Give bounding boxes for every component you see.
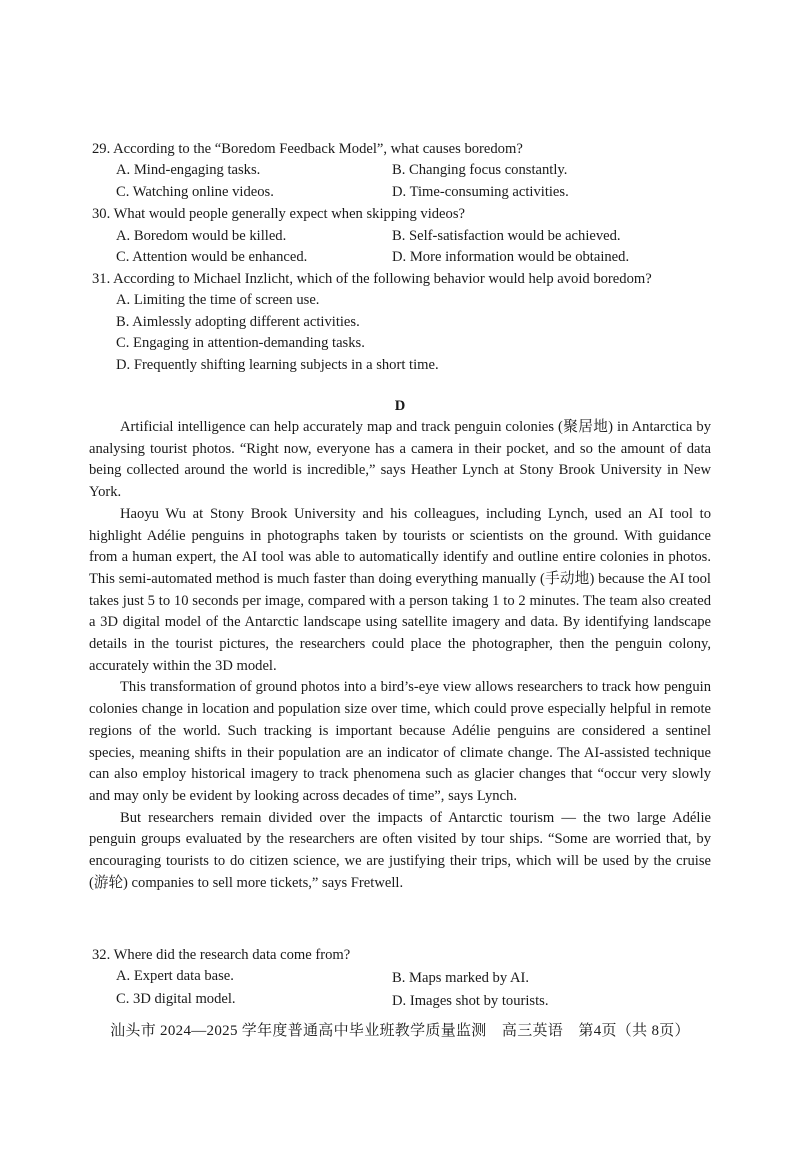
reading-passage [89, 417, 711, 894]
question-29-option-c: C. Watching online videos. [116, 184, 274, 200]
question-29-option-a: A. Mind-engaging tasks. [116, 162, 261, 178]
question-29-option-d: D. Time-consuming activities. [392, 184, 569, 200]
question-32-stem: 32. Where did the research data come from? [92, 947, 351, 963]
question-30-option-b: B. Self-satisfaction would be achieved. [392, 228, 621, 244]
question-31-option-d: D. Frequently shifting learning subjects in a short time. [116, 357, 439, 373]
question-30-option-d: D. More information would be obtained. [392, 249, 630, 265]
passage-paragraph: Artificial intelligence can help accurately map and track penguin colonies (聚居地) in Antarctica by analysing tourist photos. “Right now, everyone has a camera in their pocket, and so the amount of data being collected around the world is incredible,” says Heather Lynch at Stony Brook University in New York. [89, 419, 711, 501]
question-32-option-a: A. Expert data base. [116, 968, 234, 984]
question-31-stem: 31. According to Michael Inzlicht, which of the following behavior would help avoid boredom? [92, 271, 652, 287]
question-32-option-d: D. Images shot by tourists. [392, 993, 549, 1009]
question-29-option-b: B. Changing focus constantly. [392, 162, 568, 178]
section-heading: D [394, 398, 406, 414]
question-32-option-b: B. Maps marked by AI. [392, 970, 530, 986]
question-32-option-c: C. 3D digital model. [116, 991, 236, 1007]
passage-paragraph: Haoyu Wu at Stony Brook University and his colleagues, including Lynch, used an AI tool to highlight Adélie penguins in photographs taken by tourists or scientists on the ground. With guidance from a human expert, the AI tool was able to automatically identify and outline entire colonies in photos. This semi-automated method is much faster than doing everything manually (手动地) because the AI tool takes just 5 to 10 seconds per image, compared with a person taking 1 to 2 minutes. The team also created a 3D digital model of the Antarctic landscape using satellite imagery and data. By identifying landscape details in the tourist pictures, the researchers could place the photographer, then the penguin colony, accurately within the 3D model. [89, 505, 711, 674]
page-footer: 汕头市 2024—2025 学年度普通高中毕业班教学质量监测 高三英语 第4页（共 8页） [110, 1023, 690, 1039]
question-30-option-a: A. Boredom would be killed. [116, 228, 287, 244]
passage-paragraph: But researchers remain divided over the impacts of Antarctic tourism — the two large Adélie penguin groups evaluated by the researchers are often visited by tour ships. “Some are worried that, by encouraging tourists to do citizen science, we are justifying their trips, which will be used by the cruise (游轮) companies to sell more tickets,” says Fretwell. [89, 809, 711, 891]
passage-paragraph: This transformation of ground photos into a bird’s-eye view allows researchers to track how penguin colonies change in location and population size over time, which could prove especially helpful in remote regions of the world. Such tracking is important because Adélie penguins are considered a sentinel species, meaning shifts in their population are an indicator of climate change. The AI-assisted technique can also employ historical imagery to track phenomena such as glacier changes that “occur very slowly and may only be evident by looking across decades of time”, says Lynch. [89, 679, 711, 804]
question-31-option-b: B. Aimlessly adopting different activities. [116, 314, 360, 330]
question-30-stem: 30. What would people generally expect when skipping videos? [92, 206, 465, 222]
question-31-option-a: A. Limiting the time of screen use. [116, 292, 320, 308]
question-29-stem: 29. According to the “Boredom Feedback Model”, what causes boredom? [92, 141, 523, 157]
question-31-option-c: C. Engaging in attention-demanding tasks. [116, 335, 365, 351]
question-30-option-c: C. Attention would be enhanced. [116, 249, 308, 265]
